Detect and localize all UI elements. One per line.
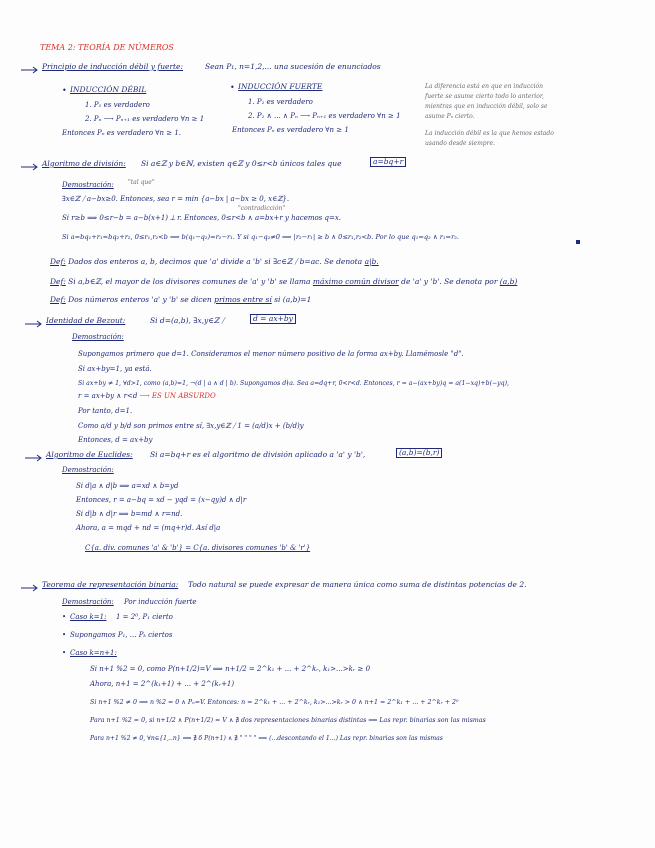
qed-mark [576,240,580,244]
induccion-debil-label: INDUCCIÓN DÉBIL [70,85,147,94]
bezout-line-1: Supongamos primero que d=1. Consideramos el menor número positivo de la forma ax+by. Llamémosle "d". [78,350,464,358]
bezout-line-2: Si ax+by=1, ya está. [78,365,152,373]
def-notation: (a,b) [499,277,518,286]
note-line: usando desde siempre. [425,140,495,147]
debil-line-3: Entonces Pₙ es verdadero ∀n ≥ 1. [62,129,181,137]
euclides-heading: Algoritmo de Euclides: [46,450,133,459]
bezout-line-6: Como a/d y b/d son primos entre sí, ∃x,y∈ℤ ⧸ 1 = (a/d)x + (b/d)y [78,422,304,430]
induccion-heading: Principio de inducción débil y fuerte: [42,62,184,71]
def-text: de 'a' y 'b'. Se denota por [401,277,498,286]
def-term: primos entre sí [214,295,272,304]
def-text: si (a,b)=1 [274,295,312,304]
def-term: máximo común divisor [312,277,399,286]
binaria-b1-rest: 1 = 2⁰, P₁ cierto [116,613,173,621]
note-line: fuerte se asume cierto todo lo anterior, [425,93,544,100]
def-label: Def: [50,277,66,286]
fuerte-line-2: 2. P₁ ∧ ... ∧ Pₙ ⟶ Pₙ₊₁ es verdadero ∀n ≥ 1 [248,112,401,120]
fuerte-line-1: 1. P₁ es verdadero [248,98,313,106]
division-line-3: Si a=bq₁+r₁=bq₂+r₂, 0≤r₁,r₂<b ⟹ b(q₁−q₂)=r₂−r₁. Y si q₁−q₂≠0 ⟹ |r₂−r₁| ≥ b ∧ 0≤r₁,r₂<b. Por lo que q₁=q₂ ∧ r₁=r₂. [62,233,459,241]
euclides-line-5: C{a. div. comunes 'a' & 'b'} = C{a. divisores comunes 'b' & 'r'} [85,544,311,552]
note-line: La inducción débil es la que hemos estado [425,130,554,137]
bullet: • [230,83,235,92]
arrow-icon [24,320,44,328]
def-label: Def: [50,295,66,304]
division-line-2: Si r≥b ⟹ 0≤r−b = a−b(x+1) ⟂ r. Entonces, 0≤r<b ∧ a=bx+r y hacemos q=x. [62,214,342,222]
induccion-fuerte-label: INDUCCIÓN FUERTE [238,82,323,91]
debil-line-2: 2. Pₙ ⟶ Pₙ₊₁ es verdadero ∀n ≥ 1 [85,115,205,123]
division-heading: Algoritmo de división: [42,159,126,168]
binaria-heading-rest: Todo natural se puede expresar de manera única como suma de distintas potencias de 2. [188,580,527,589]
bezout-line-3: Si ax+by ≠ 1, ∀d>1, como (a,b)=1, ¬(d | a ∧ d | b). Supongamos d∤a. Sea a=dq+r, 0<r<d. Entonces, r = a−(ax+by)q = a(1−xq)+b(−yq), [78,380,510,387]
binaria-line-1: Si n+1 %2 = 0, como P(n+1/2)=V ⟹ n+1/2 = 2^k₁ + ... + 2^kᵣ, k₁>...>kᵣ ≥ 0 [90,665,371,673]
binaria-line-2: Ahora, n+1 = 2^(k₁+1) + ... + 2^(kᵣ+1) [90,680,235,688]
euclides-line-3: Si d|b ∧ d|r ⟹ b=md ∧ r=nd. [76,510,183,518]
euclides-line-2: Entonces, r = a−bq = xd − yqd = (x−qy)d ∧ d|r [76,496,247,504]
division-line-1: ∃x∈ℤ ⧸ a−bx≥0. Entonces, sea r = min {a−bx | a−bx ≥ 0, x∈ℤ}. [62,195,290,203]
bezout-line-7: Entonces, d = ax+by [78,436,153,444]
division-contradiccion: "contradicción" [238,205,286,212]
bezout-heading: Identidad de Bezout: [46,316,126,325]
def2-row [50,278,517,286]
fuerte-line-3: Entonces Pₙ es verdadero ∀n ≥ 1 [232,126,349,134]
binaria-b2: Supongamos P₁, ... Pₖ ciertos [70,631,173,639]
binaria-heading: Teorema de representación binaria: [42,580,179,589]
euclides-heading-rest: Si a=bq+r es el algoritmo de división aplicado a 'a' y 'b', [150,450,366,459]
note-line: mientras que en inducción débil, solo se [425,103,548,110]
def-text: Si a,b∈ℤ, el mayor de los divisores comunes de 'a' y 'b' se llama [68,277,311,286]
def-notation: a|b. [364,257,379,266]
arrow-icon [20,163,40,171]
arrow-icon [20,584,40,592]
binaria-line-4: Para n+1 %2 = 0, si n+1/2 ∧ P(n+1/2) = V ∧ ∄ dos representaciones binarias distintas ⟹ Las repr. binarias son las mismas [90,717,486,724]
absurdo-note: ⟶ ES UN ABSURDO [139,392,216,400]
bezout-line-4: r = ax+by ∧ r<d ⟶ ES UN ABSURDO [78,392,216,400]
note-line: La diferencia está en que en inducción [425,83,543,90]
bullet: • [62,631,67,639]
binaria-line-3: Si n+1 %2 ≠ 0 ⟹ n %2 = 0 ∧ Pₙ=V. Entonces: n = 2^k₁ + ... + 2^kᵣ, k₁>...>kᵣ > 0 ∧ n+1 = 2^k₁ + ... + 2^kᵣ + 2⁰ [90,699,459,706]
def-text: Dos números enteros 'a' y 'b' se dicen [68,295,212,304]
bullet: • [62,86,67,95]
bullet: • [62,649,67,657]
bezout-heading-rest: Si d=(a,b), ∃x,y∈ℤ ⧸ [150,316,225,325]
arrow-icon [20,66,40,74]
euclides-demo-label: Demostración: [62,466,114,474]
def-label: Def: [50,257,66,266]
euclides-boxed: (a,b)=(b,r) [396,448,442,458]
division-demo-note: "tal que" [128,179,155,186]
note-line: asume Pₙ cierto. [425,113,475,120]
binaria-b3: Caso k=n+1: [70,649,117,657]
def3-row [50,296,311,304]
binaria-demo-label: Demostración: [62,598,114,606]
induccion-heading-rest: Sean P₁, n=1,2,... una sucesión de enunciados [205,62,381,71]
binaria-b1: Caso k=1: [70,613,107,621]
arrow-icon [24,454,44,462]
euclides-line-4: Ahora, a = mqd + nd = (mq+r)d. Así d|a [76,524,221,532]
page-title: TEMA 2: TEORÍA DE NÚMEROS [40,43,174,52]
euclides-line-1: Si d|a ∧ d|b ⟹ a=xd ∧ b=yd [76,482,179,490]
def1-row [50,258,379,266]
division-boxed: a=bq+r [370,157,406,167]
binaria-demo-rest: Por inducción fuerte [124,598,197,606]
division-demo-label: Demostración: [62,181,114,189]
bezout-boxed: d = ax+by [250,314,296,324]
binaria-line-5: Para n+1 %2 ≠ 0, ∀n∈{1,..n} ⟹ ∄ δ P(n+1) ∧ ∄ " " " " ⟹ (...descontando el 1...) Las repr. binarias son las mismas [90,735,443,742]
bezout-line-5: Por tanto, d=1. [78,407,133,415]
division-heading-rest: Si a∈ℤ y b∈ℕ, existen q∈ℤ y 0≤r<b únicos tales que [141,159,342,168]
bullet: • [62,613,67,621]
bezout-demo-label: Demostración: [72,333,124,341]
def-text: Dados dos enteros a, b, decimos que 'a' divide a 'b' si ∃c∈ℤ ⧸ b=ac. Se denota [68,257,363,266]
debil-line-1: 1. P₁ es verdadero [85,101,150,109]
